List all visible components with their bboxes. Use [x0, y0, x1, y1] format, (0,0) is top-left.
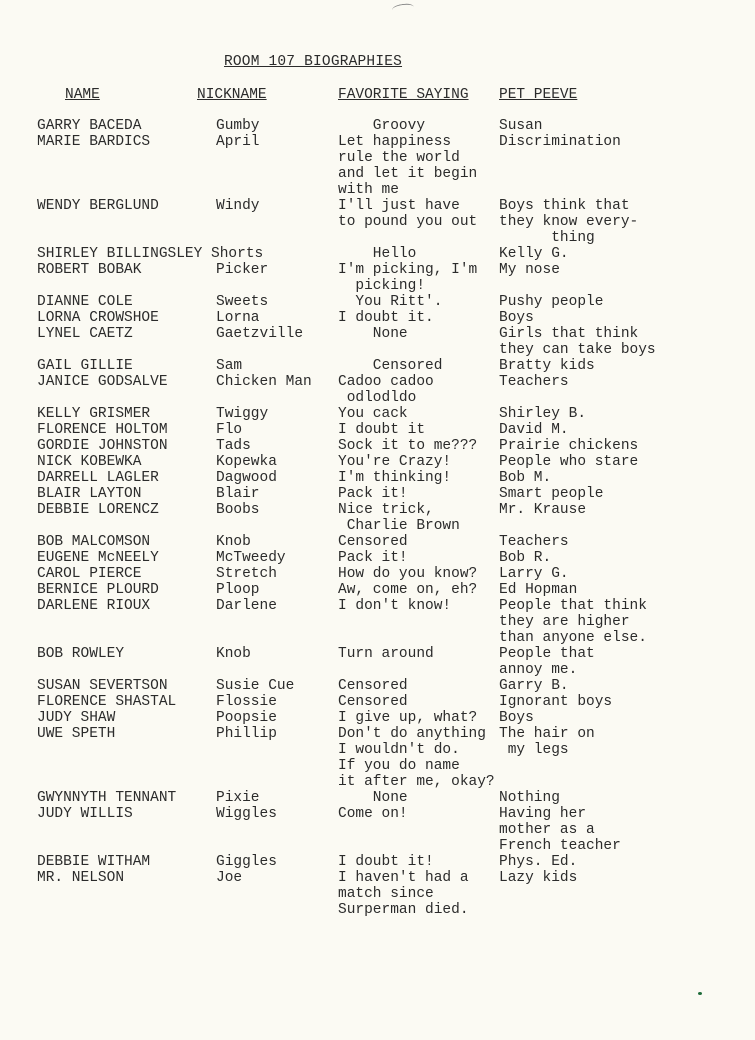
student-name: GORDIE JOHNSTON	[37, 438, 168, 454]
student-name: EUGENE McNEELY	[37, 550, 159, 566]
favorite-saying-line: I'm picking, I'm	[338, 262, 478, 278]
favorite-saying-line: rule the world	[338, 150, 460, 166]
favorite-saying-line: I'm thinking!	[338, 470, 452, 486]
biography-row	[0, 198, 755, 246]
pet-peeve-line: People that think	[499, 598, 647, 614]
student-name: DARLENE RIOUX	[37, 598, 151, 614]
nickname: Gaetzville	[216, 326, 304, 342]
student-name: MARIE BARDICS	[37, 134, 151, 150]
nickname: Susie Cue	[216, 678, 295, 694]
pet-peeve-line: Ed Hopman	[499, 582, 578, 598]
favorite-saying	[338, 582, 477, 598]
favorite-saying-line: Turn around	[338, 646, 434, 662]
pet-peeve-line: French teacher	[499, 838, 621, 854]
nickname: Joe	[216, 870, 243, 886]
nickname: Lorna	[216, 310, 260, 326]
pet-peeve-line: Boys think that	[499, 198, 630, 214]
pet-peeve-line: Larry G.	[499, 566, 569, 582]
pet-peeve	[499, 598, 647, 646]
student-name: JUDY WILLIS	[37, 806, 133, 822]
favorite-saying-line: Censored	[338, 694, 408, 710]
student-name: JANICE GODSALVE	[37, 374, 168, 390]
pet-peeve	[499, 470, 551, 486]
student-name: DARRELL LAGLER	[37, 470, 159, 486]
favorite-saying	[338, 726, 495, 790]
pet-peeve	[499, 326, 656, 358]
nickname: Boobs	[216, 502, 260, 518]
pet-peeve-line: Smart people	[499, 486, 604, 502]
pet-peeve	[499, 566, 569, 582]
favorite-saying-line: it after me, okay?	[338, 774, 495, 790]
student-name: BLAIR LAYTON	[37, 486, 142, 502]
pet-peeve	[499, 406, 586, 422]
nickname: Sam	[216, 358, 243, 374]
nickname: Picker	[216, 262, 269, 278]
biography-row	[0, 502, 755, 534]
favorite-saying-line: How do you know?	[338, 566, 478, 582]
favorite-saying	[338, 310, 434, 326]
pet-peeve	[499, 198, 638, 246]
favorite-saying-line: I doubt it!	[338, 854, 434, 870]
favorite-saying-line: You Ritt'.	[338, 294, 443, 310]
pet-peeve-line: David M.	[499, 422, 569, 438]
nickname: Pixie	[216, 790, 260, 806]
biography-row	[0, 422, 755, 438]
biography-row	[0, 310, 755, 326]
nickname: Wiggles	[216, 806, 277, 822]
favorite-saying-line: I haven't had a	[338, 870, 469, 886]
nickname: Knob	[216, 646, 251, 662]
pet-peeve-line: Bob M.	[499, 470, 552, 486]
student-name: LYNEL CAETZ	[37, 326, 133, 342]
nickname: Tads	[216, 438, 251, 454]
biography-row	[0, 550, 755, 566]
favorite-saying-line: Pack it!	[338, 486, 408, 502]
pet-peeve-line: Pushy people	[499, 294, 604, 310]
favorite-saying-line: Don't do anything	[338, 726, 486, 742]
pet-peeve	[499, 422, 569, 438]
biography-row	[0, 598, 755, 646]
student-name: BOB MALCOMSON	[37, 534, 151, 550]
pet-peeve-line: Lazy kids	[499, 870, 578, 886]
favorite-saying-line: Come on!	[338, 806, 408, 822]
biography-row	[0, 134, 755, 198]
biography-row	[0, 582, 755, 598]
pet-peeve	[499, 486, 603, 502]
favorite-saying	[338, 678, 408, 694]
biography-row	[0, 806, 755, 854]
biography-row	[0, 710, 755, 726]
student-name: BERNICE PLOURD	[37, 582, 159, 598]
favorite-saying-line: Surperman died.	[338, 902, 469, 918]
favorite-saying	[338, 646, 434, 662]
pet-peeve-line: My nose	[499, 262, 560, 278]
pet-peeve	[499, 790, 560, 806]
pet-peeve	[499, 358, 595, 374]
pet-peeve-line: mother as a	[499, 822, 595, 838]
header-favorite-saying: FAVORITE SAYING	[338, 87, 469, 103]
pet-peeve	[499, 246, 569, 262]
pet-peeve-line: Nothing	[499, 790, 560, 806]
biography-row	[0, 694, 755, 710]
favorite-saying	[338, 358, 442, 374]
favorite-saying	[338, 694, 408, 710]
pet-peeve-line: Ignorant boys	[499, 694, 613, 710]
biography-row	[0, 406, 755, 422]
pet-peeve	[499, 710, 534, 726]
favorite-saying	[338, 198, 477, 230]
pet-peeve	[499, 678, 569, 694]
favorite-saying-line: picking!	[338, 278, 426, 294]
favorite-saying-line: Sock it to me???	[338, 438, 478, 454]
favorite-saying	[338, 422, 425, 438]
pet-peeve-line: Girls that think	[499, 326, 639, 342]
nickname: Flossie	[216, 694, 277, 710]
biography-row	[0, 326, 755, 358]
student-name: GAIL GILLIE	[37, 358, 133, 374]
pet-peeve-line: Shirley B.	[499, 406, 587, 422]
nickname: Stretch	[216, 566, 277, 582]
nickname: Flo	[216, 422, 243, 438]
student-name: UWE SPETH	[37, 726, 116, 742]
nickname: Chicken Man	[216, 374, 312, 390]
student-name: SHIRLEY BILLINGSLEY Shorts	[37, 246, 264, 262]
pet-peeve	[499, 374, 569, 390]
pet-peeve	[499, 118, 543, 134]
pet-peeve-line: People who stare	[499, 454, 639, 470]
nickname: Giggles	[216, 854, 277, 870]
favorite-saying	[338, 470, 451, 486]
header-nickname: NICKNAME	[197, 87, 267, 103]
favorite-saying-line: Censored	[338, 358, 443, 374]
pet-peeve	[499, 806, 621, 854]
favorite-saying	[338, 134, 477, 198]
pet-peeve-line: my legs	[499, 742, 569, 758]
biography-list	[0, 118, 755, 918]
favorite-saying	[338, 534, 408, 550]
favorite-saying-line: Aw, come on, eh?	[338, 582, 478, 598]
favorite-saying-line: Censored	[338, 678, 408, 694]
student-name: DEBBIE LORENCZ	[37, 502, 159, 518]
favorite-saying	[338, 486, 408, 502]
student-name: KELLY GRISMER	[37, 406, 151, 422]
pet-peeve-line: they can take boys	[499, 342, 656, 358]
biography-row	[0, 294, 755, 310]
favorite-saying-line: You're Crazy!	[338, 454, 452, 470]
nickname: Twiggy	[216, 406, 269, 422]
pet-peeve	[499, 134, 621, 150]
student-name: BOB ROWLEY	[37, 646, 125, 662]
student-name: ROBERT BOBAK	[37, 262, 142, 278]
favorite-saying-line: I wouldn't do.	[338, 742, 460, 758]
pet-peeve-line: Susan	[499, 118, 543, 134]
nickname: Kopewka	[216, 454, 277, 470]
student-name: DEBBIE WITHAM	[37, 854, 151, 870]
pet-peeve-line: Garry B.	[499, 678, 569, 694]
favorite-saying-line: with me	[338, 182, 399, 198]
pet-peeve-line: Phys. Ed.	[499, 854, 578, 870]
pet-peeve-line: Boys	[499, 710, 534, 726]
favorite-saying-line: Cadoo cadoo	[338, 374, 434, 390]
pet-peeve	[499, 310, 534, 326]
biography-row	[0, 790, 755, 806]
nickname: Ploop	[216, 582, 260, 598]
pet-peeve-line: annoy me.	[499, 662, 578, 678]
pet-peeve-line: Mr. Krause	[499, 502, 587, 518]
biography-row	[0, 854, 755, 870]
pet-peeve-line: thing	[499, 230, 595, 246]
student-name: WENDY BERGLUND	[37, 198, 159, 214]
favorite-saying	[338, 502, 460, 534]
pet-peeve	[499, 262, 560, 278]
favorite-saying-line: If you do name	[338, 758, 460, 774]
favorite-saying	[338, 550, 408, 566]
nickname: McTweedy	[216, 550, 286, 566]
header-pet-peeve: PET PEEVE	[499, 87, 578, 103]
pet-peeve-line: Boys	[499, 310, 534, 326]
biography-row	[0, 678, 755, 694]
nickname: Knob	[216, 534, 251, 550]
biography-row	[0, 470, 755, 486]
biography-row	[0, 374, 755, 406]
pencil-mark	[391, 3, 414, 15]
nickname: Darlene	[216, 598, 277, 614]
student-name: CAROL PIERCE	[37, 566, 142, 582]
biography-row	[0, 246, 755, 262]
ink-dot	[698, 992, 702, 995]
pet-peeve	[499, 294, 603, 310]
student-name: MR. NELSON	[37, 870, 125, 886]
pet-peeve-line: Teachers	[499, 534, 569, 550]
favorite-saying	[338, 406, 408, 422]
favorite-saying-line: You cack	[338, 406, 408, 422]
biography-row	[0, 438, 755, 454]
biography-row	[0, 534, 755, 550]
student-name: FLORENCE SHASTAL	[37, 694, 177, 710]
favorite-saying-line: Pack it!	[338, 550, 408, 566]
favorite-saying-line: I don't know!	[338, 598, 452, 614]
biography-row	[0, 358, 755, 374]
student-name: SUSAN SEVERTSON	[37, 678, 168, 694]
favorite-saying	[338, 454, 451, 470]
favorite-saying	[338, 438, 477, 454]
pet-peeve	[499, 582, 577, 598]
favorite-saying	[338, 806, 408, 822]
page-title: ROOM 107 BIOGRAPHIES	[224, 54, 403, 70]
nickname: Windy	[216, 198, 260, 214]
favorite-saying-line: Let happiness	[338, 134, 452, 150]
nickname: April	[216, 134, 260, 150]
favorite-saying	[338, 870, 469, 918]
favorite-saying	[338, 566, 477, 582]
pet-peeve-line: Having her	[499, 806, 587, 822]
favorite-saying-line: None	[338, 790, 408, 806]
biography-row	[0, 486, 755, 502]
pet-peeve	[499, 454, 638, 470]
favorite-saying-line: Hello	[338, 246, 417, 262]
pet-peeve	[499, 870, 577, 886]
header-name: NAME	[65, 87, 100, 103]
nickname: Dagwood	[216, 470, 277, 486]
favorite-saying	[338, 598, 451, 614]
student-name: NICK KOBEWKA	[37, 454, 142, 470]
favorite-saying	[338, 790, 408, 806]
favorite-saying-line: Charlie Brown	[338, 518, 460, 534]
favorite-saying-line: odlodldo	[338, 390, 417, 406]
pet-peeve-line: they are higher	[499, 614, 630, 630]
biography-row	[0, 726, 755, 790]
pet-peeve	[499, 502, 586, 518]
favorite-saying-line: Censored	[338, 534, 408, 550]
student-name: DIANNE COLE	[37, 294, 133, 310]
nickname: Sweets	[216, 294, 269, 310]
student-name: GARRY BACEDA	[37, 118, 142, 134]
favorite-saying-line: and let it begin	[338, 166, 478, 182]
pet-peeve-line: Prairie chickens	[499, 438, 639, 454]
favorite-saying	[338, 246, 416, 262]
student-name: LORNA CROWSHOE	[37, 310, 159, 326]
student-name: FLORENCE HOLTOM	[37, 422, 168, 438]
favorite-saying	[338, 118, 425, 134]
favorite-saying-line: match since	[338, 886, 434, 902]
biography-row	[0, 118, 755, 134]
pet-peeve-line: Kelly G.	[499, 246, 569, 262]
pet-peeve-line: People that	[499, 646, 595, 662]
student-name: JUDY SHAW	[37, 710, 116, 726]
biography-row	[0, 262, 755, 294]
favorite-saying	[338, 262, 477, 294]
favorite-saying	[338, 374, 434, 406]
favorite-saying-line: Nice trick,	[338, 502, 434, 518]
favorite-saying-line: I doubt it	[338, 422, 426, 438]
pet-peeve	[499, 854, 577, 870]
student-name: GWYNNYTH TENNANT	[37, 790, 177, 806]
biography-row	[0, 646, 755, 678]
nickname: Phillip	[216, 726, 277, 742]
favorite-saying-line: None	[338, 326, 408, 342]
pet-peeve-line: Bratty kids	[499, 358, 595, 374]
nickname: Gumby	[216, 118, 260, 134]
nickname: Poopsie	[216, 710, 277, 726]
favorite-saying	[338, 854, 434, 870]
pet-peeve	[499, 534, 569, 550]
pet-peeve	[499, 438, 638, 454]
favorite-saying	[338, 326, 408, 342]
biography-row	[0, 566, 755, 582]
nickname: Blair	[216, 486, 260, 502]
favorite-saying-line: I'll just have	[338, 198, 460, 214]
pet-peeve-line: than anyone else.	[499, 630, 647, 646]
favorite-saying	[338, 710, 477, 726]
pet-peeve-line: Discrimination	[499, 134, 621, 150]
pet-peeve-line: they know every-	[499, 214, 639, 230]
pet-peeve	[499, 550, 551, 566]
pet-peeve	[499, 726, 595, 758]
favorite-saying	[338, 294, 442, 310]
favorite-saying-line: Groovy	[338, 118, 426, 134]
favorite-saying-line: I doubt it.	[338, 310, 434, 326]
biography-row	[0, 454, 755, 470]
pet-peeve	[499, 646, 595, 678]
pet-peeve-line: The hair on	[499, 726, 595, 742]
biography-row	[0, 870, 755, 918]
pet-peeve-line: Teachers	[499, 374, 569, 390]
favorite-saying-line: to pound you out	[338, 214, 478, 230]
favorite-saying-line: I give up, what?	[338, 710, 478, 726]
pet-peeve	[499, 694, 612, 710]
pet-peeve-line: Bob R.	[499, 550, 552, 566]
